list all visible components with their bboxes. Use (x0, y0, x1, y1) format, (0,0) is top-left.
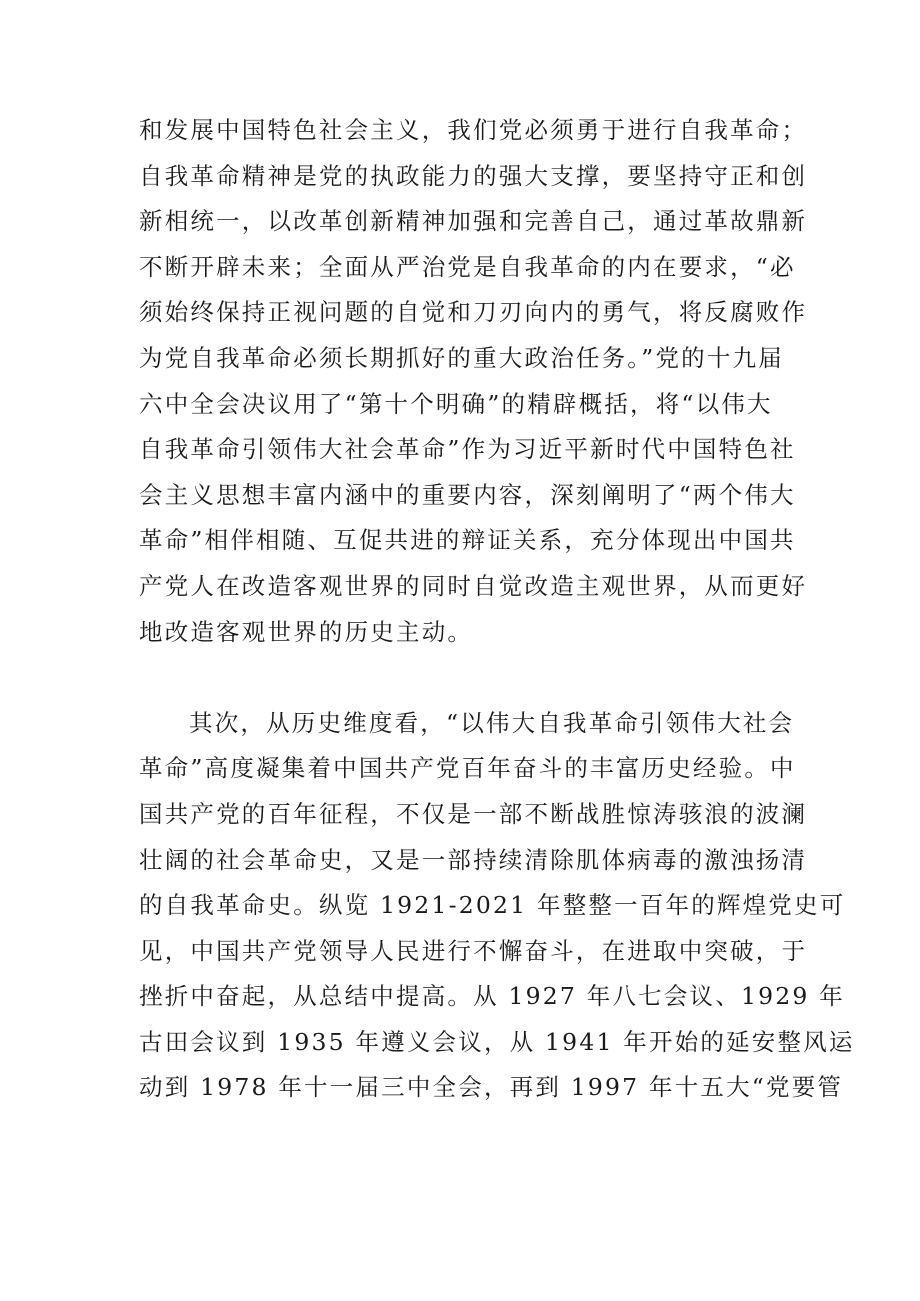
text-line: 新相统一，以改革创新精神加强和完善自己，通过革故鼎新 (139, 207, 808, 236)
text-line: 为党自我革命必须长期抓好的重大政治任务。”党的十九届 (139, 343, 784, 372)
text-line: 六中全会决议用了“第十个明确”的精辟概括，将“以伟大 (139, 389, 773, 418)
text-line: 壮阔的社会革命史，又是一部持续清除肌体病毒的激浊扬清 (139, 845, 808, 874)
paragraph-spacer (139, 655, 784, 701)
paragraph-1 (139, 108, 808, 655)
text-line: 革命”高度凝集着中国共产党百年奋斗的丰富历史经验。中 (139, 754, 796, 783)
text-line: 和发展中国特色社会主义，我们党必须勇于进行自我革命； (139, 116, 808, 144)
paragraph-2 (139, 701, 855, 1111)
text-line: 地改造客观世界的历史主动。 (139, 617, 474, 646)
text-line: 动到 1978 年十一届三中全会，再到 1997 年十五大“党要管 (139, 1073, 844, 1102)
text-line: 产党人在改造客观世界的同时自觉改造主观世界，从而更好 (139, 571, 808, 600)
text-line-first: 其次，从历史维度看，“以伟大自我革命引领伟大社会 (189, 708, 795, 737)
text-line: 见，中国共产党领导人民进行不懈奋斗，在进取中突破，于 (139, 936, 808, 965)
text-line: 自我革命引领伟大社会革命”作为习近平新时代中国特色社 (139, 435, 796, 464)
text-line: 须始终保持正视问题的自觉和刀刃向内的勇气，将反腐败作 (139, 298, 808, 327)
text-line: 古田会议到 1935 年遵义会议，从 1941 年开始的延安整风运 (139, 1027, 855, 1056)
text-line: 挫折中奋起，从总结中提高。从 1927 年八七会议、1929 年 (139, 982, 845, 1011)
document-body (139, 108, 855, 1111)
text-line: 的自我革命史。纵览 1921-2021 年整整一百年的辉煌党史可 (139, 891, 846, 920)
text-line: 国共产党的百年征程，不仅是一部不断战胜惊涛骇浪的波澜 (139, 799, 808, 828)
text-line: 自我革命精神是党的执政能力的强大支撑，要坚持守正和创 (139, 161, 808, 190)
text-line: 革命”相伴相随、互促共进的辩证关系，充分体现出中国共 (139, 526, 796, 555)
text-line: 不断开辟未来；全面从严治党是自我革命的内在要求，“必 (139, 252, 796, 281)
text-line: 会主义思想丰富内涵中的重要内容，深刻阐明了“两个伟大 (139, 480, 796, 509)
